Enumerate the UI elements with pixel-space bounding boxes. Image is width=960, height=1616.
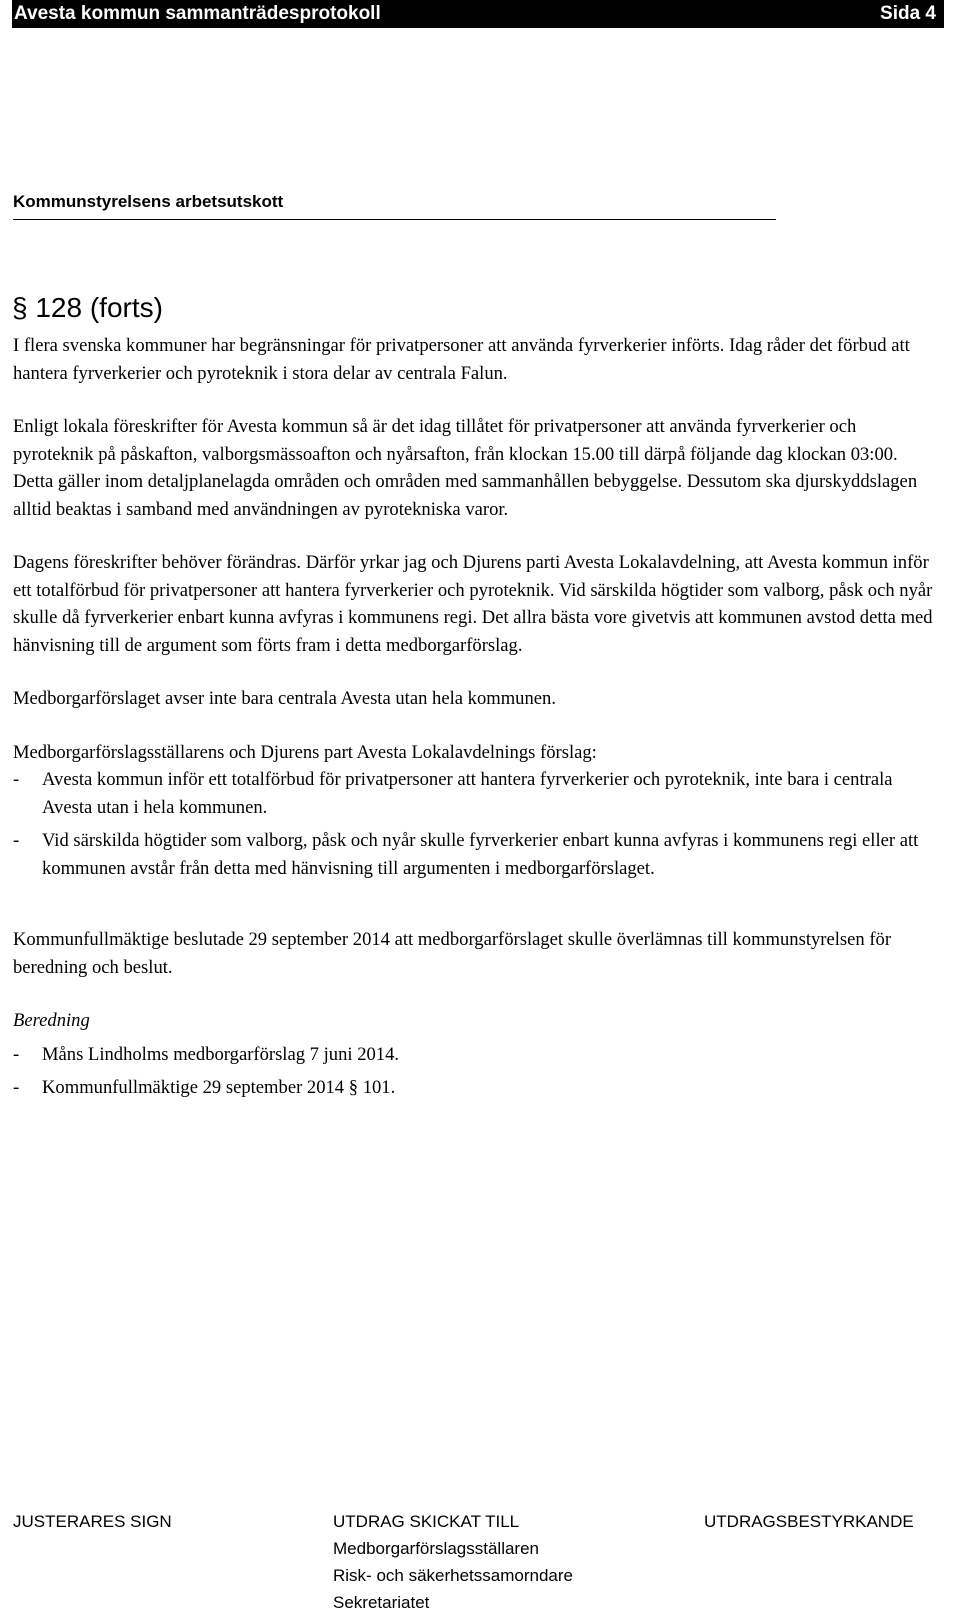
section-title: § 128 (forts) xyxy=(12,292,163,323)
committee-underline xyxy=(13,219,776,220)
paragraph-proposals-intro: Medborgarförslagsställarens och Djurens part Avesta Lokalavdelnings förslag: xyxy=(13,741,597,763)
list-item-text: Avesta kommun inför ett totalförbud för privatpersoner att hantera fyrverkerier och pyroteknik, inte bara i centrala Avesta utan i hela kommunen. xyxy=(42,769,893,818)
committee-name: Kommunstyrelsens arbetsutskott xyxy=(13,192,284,211)
document-body xyxy=(13,332,933,1102)
utdragsbestyrkande-label: UTDRAGSBESTYRKANDE xyxy=(704,1512,914,1531)
list-item xyxy=(13,766,933,821)
paragraph-decision: Kommunfullmäktige beslutade 29 september 2014 att medborgarförslaget skulle överlämnas till kommunstyrelsen för beredning och beslut. xyxy=(13,929,892,978)
paragraph-regulations: Enligt lokala föreskrifter för Avesta kommun så är det idag tillåtet för privatpersoner att använda fyrverkerier och pyroteknik på påskafton, valborgsmässoafton och nyårsafton, från klockan 15.00 till därpå följande dag klockan 03:00. Detta gäller inom detaljplanelagda områden och områden med sammanhållen bebyggelse. Dessutom ska djurskyddslagen alltid beaktas i samband med användningen av pyrotekniska varor. xyxy=(13,416,918,520)
list-dash: - xyxy=(13,830,20,851)
proposal-list xyxy=(13,766,933,882)
beredning-heading: Beredning xyxy=(13,1010,90,1031)
justerares-sign-label: JUSTERARES SIGN xyxy=(13,1512,172,1531)
list-dash: - xyxy=(13,769,20,790)
utdrag-recipient: Risk- och säkerhetssamorndare xyxy=(333,1566,573,1585)
utdrag-title: UTDRAG SKICKAT TILL xyxy=(333,1512,520,1531)
paragraph-intro: I flera svenska kommuner har begränsningar för privatpersoner att använda fyrverkerier införts. Idag råder det förbud att hantera fyrverkerier och pyroteknik i stora delar av centrala Falun. xyxy=(13,335,910,384)
list-dash: - xyxy=(13,1043,20,1065)
list-item xyxy=(13,1074,933,1102)
document-title: Avesta kommun sammanträdesprotokoll xyxy=(14,3,381,24)
list-item-text: Kommunfullmäktige 29 september 2014 § 101. xyxy=(42,1077,396,1098)
list-item xyxy=(13,827,933,882)
list-item-text: Vid särskilda högtider som valborg, påsk och nyår skulle fyrverkerier enbart kunna avfyras i kommunens regi eller att kommunen avstår från detta med hänvisning till argumenten i medborgarförslaget. xyxy=(42,830,919,879)
list-item xyxy=(13,1041,933,1069)
beredning-list xyxy=(13,1041,933,1102)
paragraph-proposal: Dagens föreskrifter behöver förändras. Därför yrkar jag och Djurens parti Avesta Lokalavdelning, att Avesta kommun inför ett totalförbud för privatpersoner att hantera fyrverkerier och pyroteknik. Vid särskilda högtider som valborg, påsk och nyår skulle då fyrverkerier enbart kunna avfyras i kommunens regi. Det allra bästa vore givetvis att kommunen avstod detta med hänvisning till de argument som förts fram i detta medborgarförslag. xyxy=(13,552,933,656)
list-item-text: Måns Lindholms medborgarförslag 7 juni 2014. xyxy=(42,1043,400,1065)
list-dash: - xyxy=(13,1077,20,1098)
page-number: Sida 4 xyxy=(880,3,936,24)
paragraph-scope: Medborgarförslaget avser inte bara centrala Avesta utan hela kommunen. xyxy=(13,688,556,709)
utdrag-section xyxy=(333,1508,573,1616)
utdrag-recipient: Medborgarförslagsställaren xyxy=(333,1539,539,1558)
page-header xyxy=(12,0,944,28)
utdrag-recipient: Sekretariatet xyxy=(333,1593,430,1612)
